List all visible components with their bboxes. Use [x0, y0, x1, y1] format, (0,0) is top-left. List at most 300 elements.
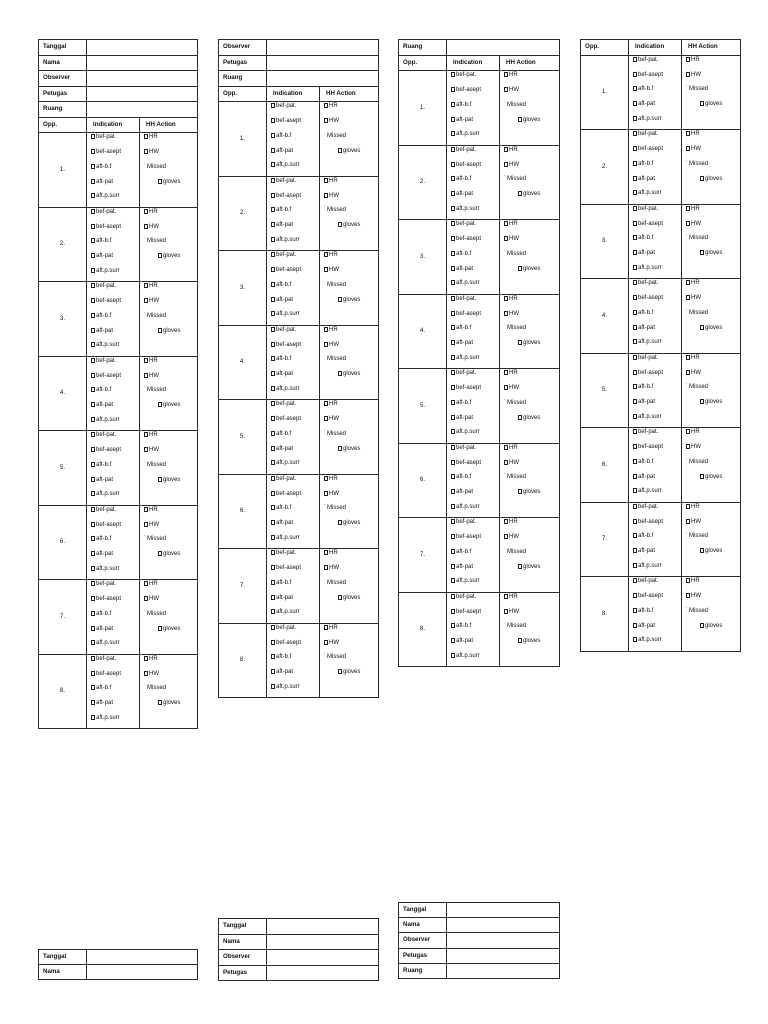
- hh-action-option-hr[interactable]: [144, 133, 195, 145]
- checkbox-icon[interactable]: [91, 536, 95, 541]
- checkbox-icon[interactable]: [451, 131, 455, 136]
- indication-option[interactable]: [271, 427, 317, 442]
- checkbox-icon[interactable]: [518, 564, 522, 569]
- indication-option[interactable]: [451, 187, 497, 202]
- checkbox-icon[interactable]: [686, 429, 690, 434]
- checkbox-icon[interactable]: [91, 342, 95, 347]
- indication-option[interactable]: [633, 559, 679, 574]
- checkbox-icon[interactable]: [271, 625, 275, 630]
- hh-action-option-gloves[interactable]: [686, 544, 738, 559]
- hh-action-option-missed[interactable]: [504, 321, 557, 336]
- indication-option[interactable]: [91, 160, 137, 175]
- indication-option[interactable]: [91, 711, 137, 726]
- checkbox-icon[interactable]: [451, 460, 455, 465]
- checkbox-icon[interactable]: [324, 625, 328, 630]
- hh-action-option-gloves[interactable]: [504, 485, 557, 500]
- checkbox-icon[interactable]: [91, 447, 95, 452]
- indication-option[interactable]: [271, 624, 317, 636]
- checkbox-icon[interactable]: [338, 520, 342, 525]
- checkbox-icon[interactable]: [338, 297, 342, 302]
- indication-option[interactable]: [451, 351, 497, 366]
- hh-action-option-gloves[interactable]: [504, 634, 557, 649]
- hh-action-option-missed[interactable]: [144, 309, 195, 324]
- checkbox-icon[interactable]: [633, 533, 637, 538]
- checkbox-icon[interactable]: [324, 252, 328, 257]
- hh-action-option-missed[interactable]: [504, 98, 557, 113]
- checkbox-icon[interactable]: [324, 342, 328, 347]
- hh-action-option-missed[interactable]: [686, 231, 738, 246]
- checkbox-icon[interactable]: [271, 654, 275, 659]
- hh-action-option-missed[interactable]: [324, 650, 376, 665]
- indication-option[interactable]: [91, 398, 137, 413]
- checkbox-icon[interactable]: [686, 355, 690, 360]
- checkbox-icon[interactable]: [91, 164, 95, 169]
- indication-option[interactable]: [91, 681, 137, 696]
- checkbox-icon[interactable]: [91, 387, 95, 392]
- indication-option[interactable]: [633, 142, 679, 157]
- input-ruang[interactable]: [447, 40, 560, 56]
- checkbox-icon[interactable]: [271, 267, 275, 272]
- checkbox-icon[interactable]: [633, 221, 637, 226]
- checkbox-icon[interactable]: [271, 476, 275, 481]
- hh-action-option-hr[interactable]: [504, 444, 557, 456]
- hh-action-option-hr[interactable]: [504, 593, 557, 605]
- checkbox-icon[interactable]: [504, 162, 508, 167]
- input-tanggal[interactable]: [447, 903, 560, 918]
- checkbox-icon[interactable]: [504, 460, 508, 465]
- indication-option[interactable]: [633, 291, 679, 306]
- checkbox-icon[interactable]: [451, 236, 455, 241]
- checkbox-icon[interactable]: [91, 611, 95, 616]
- indication-option[interactable]: [451, 500, 497, 515]
- checkbox-icon[interactable]: [700, 176, 704, 181]
- indication-option[interactable]: [633, 470, 679, 485]
- hh-action-option-gloves[interactable]: [686, 395, 738, 410]
- checkbox-icon[interactable]: [451, 578, 455, 583]
- checkbox-icon[interactable]: [91, 581, 95, 586]
- checkbox-icon[interactable]: [504, 445, 508, 450]
- checkbox-icon[interactable]: [700, 474, 704, 479]
- checkbox-icon[interactable]: [158, 253, 162, 258]
- checkbox-icon[interactable]: [91, 685, 95, 690]
- checkbox-icon[interactable]: [338, 371, 342, 376]
- indication-option[interactable]: [91, 220, 137, 235]
- indication-option[interactable]: [91, 473, 137, 488]
- checkbox-icon[interactable]: [633, 384, 637, 389]
- checkbox-icon[interactable]: [144, 134, 148, 139]
- hh-action-option-hr[interactable]: [504, 146, 557, 158]
- checkbox-icon[interactable]: [686, 444, 690, 449]
- hh-action-option-hw[interactable]: [504, 456, 557, 471]
- checkbox-icon[interactable]: [324, 491, 328, 496]
- checkbox-icon[interactable]: [91, 432, 95, 437]
- indication-option[interactable]: [91, 580, 137, 592]
- hh-action-option-gloves[interactable]: [144, 175, 195, 190]
- checkbox-icon[interactable]: [686, 295, 690, 300]
- hh-action-option-hr[interactable]: [144, 580, 195, 592]
- indication-option[interactable]: [633, 82, 679, 97]
- checkbox-icon[interactable]: [271, 193, 275, 198]
- hh-action-option-gloves[interactable]: [144, 622, 195, 637]
- indication-option[interactable]: [271, 102, 317, 114]
- checkbox-icon[interactable]: [91, 551, 95, 556]
- hh-action-option-hr[interactable]: [144, 506, 195, 518]
- input-tanggal[interactable]: [87, 40, 198, 56]
- indication-option[interactable]: [451, 247, 497, 262]
- checkbox-icon[interactable]: [451, 311, 455, 316]
- checkbox-icon[interactable]: [91, 656, 95, 661]
- checkbox-icon[interactable]: [324, 476, 328, 481]
- checkbox-icon[interactable]: [91, 238, 95, 243]
- indication-option[interactable]: [633, 306, 679, 321]
- checkbox-icon[interactable]: [271, 311, 275, 316]
- checkbox-icon[interactable]: [91, 477, 95, 482]
- input-ruang[interactable]: [447, 963, 560, 978]
- indication-option[interactable]: [271, 307, 317, 322]
- checkbox-icon[interactable]: [686, 206, 690, 211]
- checkbox-icon[interactable]: [144, 298, 148, 303]
- indication-option[interactable]: [271, 352, 317, 367]
- checkbox-icon[interactable]: [518, 415, 522, 420]
- checkbox-icon[interactable]: [338, 595, 342, 600]
- checkbox-icon[interactable]: [633, 265, 637, 270]
- input-nama[interactable]: [267, 934, 379, 950]
- checkbox-icon[interactable]: [686, 370, 690, 375]
- indication-option[interactable]: [633, 619, 679, 634]
- checkbox-icon[interactable]: [144, 656, 148, 661]
- checkbox-icon[interactable]: [633, 608, 637, 613]
- checkbox-icon[interactable]: [271, 640, 275, 645]
- hh-action-option-hw[interactable]: [144, 294, 195, 309]
- checkbox-icon[interactable]: [633, 131, 637, 136]
- checkbox-icon[interactable]: [504, 147, 508, 152]
- input-tanggal[interactable]: [267, 919, 379, 935]
- checkbox-icon[interactable]: [633, 355, 637, 360]
- indication-option[interactable]: [271, 475, 317, 487]
- indication-option[interactable]: [633, 484, 679, 499]
- checkbox-icon[interactable]: [144, 224, 148, 229]
- hh-action-option-gloves[interactable]: [144, 249, 195, 264]
- checkbox-icon[interactable]: [451, 296, 455, 301]
- checkbox-icon[interactable]: [324, 550, 328, 555]
- checkbox-icon[interactable]: [451, 534, 455, 539]
- hh-action-option-missed[interactable]: [686, 529, 738, 544]
- checkbox-icon[interactable]: [451, 474, 455, 479]
- hh-action-option-hr[interactable]: [324, 400, 376, 412]
- checkbox-icon[interactable]: [633, 429, 637, 434]
- checkbox-icon[interactable]: [451, 87, 455, 92]
- hh-action-option-gloves[interactable]: [144, 547, 195, 562]
- hh-action-option-gloves[interactable]: [324, 665, 376, 680]
- indication-option[interactable]: [633, 68, 679, 83]
- checkbox-icon[interactable]: [158, 179, 162, 184]
- indication-option[interactable]: [271, 218, 317, 233]
- checkbox-icon[interactable]: [91, 462, 95, 467]
- indication-option[interactable]: [451, 545, 497, 560]
- checkbox-icon[interactable]: [158, 626, 162, 631]
- checkbox-icon[interactable]: [504, 72, 508, 77]
- indication-option[interactable]: [451, 369, 497, 381]
- indication-option[interactable]: [633, 428, 679, 440]
- indication-option[interactable]: [271, 605, 317, 620]
- hh-action-option-missed[interactable]: [686, 306, 738, 321]
- hh-action-option-missed[interactable]: [686, 380, 738, 395]
- checkbox-icon[interactable]: [271, 162, 275, 167]
- checkbox-icon[interactable]: [451, 549, 455, 554]
- checkbox-icon[interactable]: [271, 609, 275, 614]
- hh-action-option-hw[interactable]: [504, 605, 557, 620]
- checkbox-icon[interactable]: [338, 148, 342, 153]
- checkbox-icon[interactable]: [451, 519, 455, 524]
- checkbox-icon[interactable]: [91, 507, 95, 512]
- checkbox-icon[interactable]: [504, 311, 508, 316]
- indication-option[interactable]: [271, 233, 317, 248]
- hh-action-option-missed[interactable]: [686, 455, 738, 470]
- checkbox-icon[interactable]: [633, 86, 637, 91]
- checkbox-icon[interactable]: [686, 146, 690, 151]
- hh-action-option-missed[interactable]: [324, 501, 376, 516]
- checkbox-icon[interactable]: [271, 595, 275, 600]
- checkbox-icon[interactable]: [451, 429, 455, 434]
- checkbox-icon[interactable]: [144, 209, 148, 214]
- indication-option[interactable]: [91, 234, 137, 249]
- hh-action-option-missed[interactable]: [324, 203, 376, 218]
- input-nama[interactable]: [87, 55, 198, 71]
- indication-option[interactable]: [451, 444, 497, 456]
- checkbox-icon[interactable]: [504, 87, 508, 92]
- checkbox-icon[interactable]: [324, 267, 328, 272]
- hh-action-option-gloves[interactable]: [324, 218, 376, 233]
- indication-option[interactable]: [633, 503, 679, 515]
- hh-action-option-missed[interactable]: [324, 352, 376, 367]
- checkbox-icon[interactable]: [451, 325, 455, 330]
- indication-option[interactable]: [633, 172, 679, 187]
- indication-option[interactable]: [91, 562, 137, 577]
- checkbox-icon[interactable]: [91, 358, 95, 363]
- hh-action-option-hr[interactable]: [324, 475, 376, 487]
- checkbox-icon[interactable]: [271, 207, 275, 212]
- checkbox-icon[interactable]: [686, 280, 690, 285]
- checkbox-icon[interactable]: [324, 118, 328, 123]
- hh-action-option-hw[interactable]: [324, 338, 376, 353]
- hh-action-option-missed[interactable]: [504, 247, 557, 262]
- checkbox-icon[interactable]: [271, 148, 275, 153]
- checkbox-icon[interactable]: [91, 402, 95, 407]
- hh-action-option-hr[interactable]: [686, 56, 738, 68]
- indication-option[interactable]: [633, 186, 679, 201]
- checkbox-icon[interactable]: [451, 102, 455, 107]
- checkbox-icon[interactable]: [271, 446, 275, 451]
- indication-option[interactable]: [91, 431, 137, 443]
- checkbox-icon[interactable]: [633, 190, 637, 195]
- hh-action-option-missed[interactable]: [686, 157, 738, 172]
- indication-option[interactable]: [271, 144, 317, 159]
- indication-option[interactable]: [633, 217, 679, 232]
- indication-option[interactable]: [451, 396, 497, 411]
- hh-action-option-hw[interactable]: [144, 220, 195, 235]
- checkbox-icon[interactable]: [451, 489, 455, 494]
- hh-action-option-gloves[interactable]: [504, 262, 557, 277]
- indication-option[interactable]: [451, 411, 497, 426]
- indication-option[interactable]: [91, 369, 137, 384]
- checkbox-icon[interactable]: [686, 519, 690, 524]
- indication-option[interactable]: [451, 381, 497, 396]
- indication-option[interactable]: [451, 470, 497, 485]
- checkbox-icon[interactable]: [633, 57, 637, 62]
- indication-option[interactable]: [91, 145, 137, 160]
- hh-action-option-hw[interactable]: [686, 291, 738, 306]
- indication-option[interactable]: [91, 667, 137, 682]
- checkbox-icon[interactable]: [91, 328, 95, 333]
- indication-option[interactable]: [451, 98, 497, 113]
- indication-option[interactable]: [451, 295, 497, 307]
- checkbox-icon[interactable]: [158, 477, 162, 482]
- checkbox-icon[interactable]: [451, 147, 455, 152]
- input-observer[interactable]: [87, 71, 198, 87]
- checkbox-icon[interactable]: [91, 522, 95, 527]
- hh-action-option-missed[interactable]: [144, 458, 195, 473]
- hh-action-option-hr[interactable]: [324, 102, 376, 114]
- indication-option[interactable]: [633, 395, 679, 410]
- indication-option[interactable]: [451, 634, 497, 649]
- hh-action-option-hr[interactable]: [686, 130, 738, 142]
- indication-option[interactable]: [91, 282, 137, 294]
- checkbox-icon[interactable]: [338, 669, 342, 674]
- checkbox-icon[interactable]: [518, 489, 522, 494]
- checkbox-icon[interactable]: [700, 101, 704, 106]
- indication-option[interactable]: [91, 357, 137, 369]
- checkbox-icon[interactable]: [271, 178, 275, 183]
- indication-option[interactable]: [91, 264, 137, 279]
- indication-option[interactable]: [633, 380, 679, 395]
- indication-option[interactable]: [451, 321, 497, 336]
- hh-action-option-gloves[interactable]: [504, 336, 557, 351]
- checkbox-icon[interactable]: [271, 237, 275, 242]
- checkbox-icon[interactable]: [271, 401, 275, 406]
- checkbox-icon[interactable]: [451, 162, 455, 167]
- indication-option[interactable]: [271, 561, 317, 576]
- indication-option[interactable]: [271, 129, 317, 144]
- checkbox-icon[interactable]: [271, 505, 275, 510]
- checkbox-icon[interactable]: [633, 593, 637, 598]
- hh-action-option-hw[interactable]: [324, 561, 376, 576]
- hh-action-option-hw[interactable]: [324, 114, 376, 129]
- hh-action-option-gloves[interactable]: [504, 187, 557, 202]
- indication-option[interactable]: [451, 262, 497, 277]
- indication-option[interactable]: [451, 127, 497, 142]
- checkbox-icon[interactable]: [144, 522, 148, 527]
- checkbox-icon[interactable]: [504, 519, 508, 524]
- indication-option[interactable]: [271, 456, 317, 471]
- checkbox-icon[interactable]: [144, 283, 148, 288]
- hh-action-option-missed[interactable]: [504, 470, 557, 485]
- hh-action-option-gloves[interactable]: [686, 619, 738, 634]
- indication-option[interactable]: [271, 326, 317, 338]
- checkbox-icon[interactable]: [504, 221, 508, 226]
- hh-action-option-hw[interactable]: [504, 158, 557, 173]
- hh-action-option-hr[interactable]: [144, 282, 195, 294]
- indication-option[interactable]: [451, 619, 497, 634]
- hh-action-option-hr[interactable]: [324, 177, 376, 189]
- indication-option[interactable]: [451, 307, 497, 322]
- checkbox-icon[interactable]: [700, 623, 704, 628]
- checkbox-icon[interactable]: [91, 209, 95, 214]
- indication-option[interactable]: [633, 205, 679, 217]
- checkbox-icon[interactable]: [271, 297, 275, 302]
- checkbox-icon[interactable]: [324, 416, 328, 421]
- checkbox-icon[interactable]: [271, 386, 275, 391]
- checkbox-icon[interactable]: [451, 653, 455, 658]
- indication-option[interactable]: [91, 324, 137, 339]
- checkbox-icon[interactable]: [271, 416, 275, 421]
- hh-action-option-hw[interactable]: [144, 369, 195, 384]
- hh-action-option-hw[interactable]: [686, 217, 738, 232]
- indication-option[interactable]: [91, 458, 137, 473]
- hh-action-option-hw[interactable]: [504, 307, 557, 322]
- checkbox-icon[interactable]: [271, 327, 275, 332]
- hh-action-option-gloves[interactable]: [324, 293, 376, 308]
- checkbox-icon[interactable]: [451, 206, 455, 211]
- input-observer[interactable]: [447, 933, 560, 948]
- checkbox-icon[interactable]: [158, 551, 162, 556]
- hh-action-option-hw[interactable]: [686, 440, 738, 455]
- checkbox-icon[interactable]: [451, 564, 455, 569]
- input-observer[interactable]: [267, 950, 379, 966]
- checkbox-icon[interactable]: [324, 178, 328, 183]
- checkbox-icon[interactable]: [633, 310, 637, 315]
- indication-option[interactable]: [271, 549, 317, 561]
- indication-option[interactable]: [633, 112, 679, 127]
- checkbox-icon[interactable]: [686, 131, 690, 136]
- hh-action-option-gloves[interactable]: [324, 516, 376, 531]
- indication-option[interactable]: [451, 113, 497, 128]
- hh-action-option-gloves[interactable]: [504, 113, 557, 128]
- checkbox-icon[interactable]: [338, 446, 342, 451]
- indication-option[interactable]: [451, 649, 497, 664]
- checkbox-icon[interactable]: [633, 504, 637, 509]
- checkbox-icon[interactable]: [91, 193, 95, 198]
- indication-option[interactable]: [91, 309, 137, 324]
- checkbox-icon[interactable]: [158, 402, 162, 407]
- hh-action-option-missed[interactable]: [324, 427, 376, 442]
- indication-option[interactable]: [271, 293, 317, 308]
- checkbox-icon[interactable]: [518, 117, 522, 122]
- indication-option[interactable]: [91, 696, 137, 711]
- checkbox-icon[interactable]: [633, 519, 637, 524]
- hh-action-option-hr[interactable]: [686, 577, 738, 589]
- checkbox-icon[interactable]: [271, 431, 275, 436]
- checkbox-icon[interactable]: [271, 356, 275, 361]
- hh-action-option-hw[interactable]: [324, 263, 376, 278]
- input-ruang[interactable]: [267, 71, 379, 87]
- indication-option[interactable]: [633, 589, 679, 604]
- hh-action-option-gloves[interactable]: [324, 442, 376, 457]
- checkbox-icon[interactable]: [504, 609, 508, 614]
- checkbox-icon[interactable]: [451, 623, 455, 628]
- checkbox-icon[interactable]: [451, 415, 455, 420]
- checkbox-icon[interactable]: [451, 280, 455, 285]
- indication-option[interactable]: [633, 354, 679, 366]
- indication-option[interactable]: [271, 516, 317, 531]
- indication-option[interactable]: [91, 189, 137, 204]
- checkbox-icon[interactable]: [91, 268, 95, 273]
- checkbox-icon[interactable]: [451, 594, 455, 599]
- hh-action-option-missed[interactable]: [144, 607, 195, 622]
- hh-action-option-hr[interactable]: [144, 208, 195, 220]
- indication-option[interactable]: [451, 71, 497, 83]
- checkbox-icon[interactable]: [271, 222, 275, 227]
- checkbox-icon[interactable]: [504, 385, 508, 390]
